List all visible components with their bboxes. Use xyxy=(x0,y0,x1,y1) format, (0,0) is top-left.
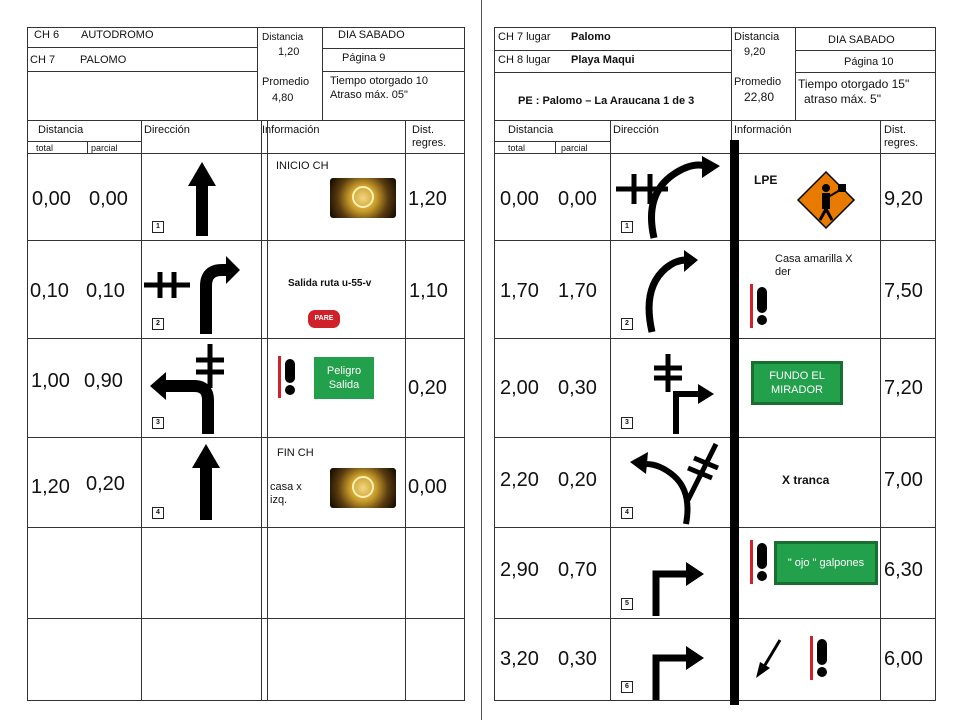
row4-info: FIN CH xyxy=(277,447,314,459)
row6-parcial: 0,30 xyxy=(558,648,597,670)
left-turn-crossroads-icon xyxy=(146,342,238,434)
distance-value: 9,20 xyxy=(744,46,766,58)
row5-total: 2,90 xyxy=(500,559,539,581)
row4-regres: 7,00 xyxy=(884,469,923,491)
row5-parcial: 0,70 xyxy=(558,559,597,581)
average-value: 22,80 xyxy=(744,90,775,104)
clock-icon xyxy=(330,178,396,218)
row1-total: 0,00 xyxy=(32,188,71,210)
col-information: Información xyxy=(262,124,320,136)
max-delay: Atraso máx. 05" xyxy=(330,89,408,101)
col-total: total xyxy=(508,143,526,153)
day-label: DIA SABADO xyxy=(338,29,405,41)
col-parcial: parcial xyxy=(561,143,588,153)
curve-right-icon xyxy=(640,248,700,334)
row6-total: 3,20 xyxy=(500,648,539,670)
row2-info: Salida ruta u-55-v xyxy=(288,278,372,289)
col-direction: Dirección xyxy=(613,124,659,136)
row4-parcial: 0,20 xyxy=(558,469,597,491)
row4-total: 1,20 xyxy=(31,476,70,498)
row3-number: 3 xyxy=(152,417,164,429)
col-total: total xyxy=(36,143,54,153)
row3-total: 2,00 xyxy=(500,377,539,399)
danger-icon xyxy=(750,540,772,584)
ch-start: CH 7 lugar xyxy=(498,31,551,43)
special-stage: PE : Palomo – La Araucana 1 de 3 xyxy=(518,95,695,107)
right-turn-icon xyxy=(648,548,714,618)
row4-number: 4 xyxy=(621,507,633,519)
time-given: Tiempo otorgado 15" xyxy=(798,77,910,91)
danger-icon xyxy=(278,356,300,398)
average-value: 4,80 xyxy=(272,92,294,104)
row3-parcial: 0,90 xyxy=(84,370,123,392)
row3-total: 1,00 xyxy=(31,370,70,392)
row3-regres: 7,20 xyxy=(884,377,923,399)
col-dist-regres: Dist. regres. xyxy=(884,124,919,149)
col-information: Información xyxy=(734,124,792,136)
col-dist-regres: Dist. regres. xyxy=(412,124,447,149)
col-distance: Distancia xyxy=(38,124,84,136)
straight-arrow-icon xyxy=(184,442,228,522)
row3-number: 3 xyxy=(621,417,633,429)
row6-number: 6 xyxy=(621,681,633,693)
row2-parcial: 1,70 xyxy=(558,280,597,302)
col-parcial: parcial xyxy=(91,143,118,153)
distance-label: Distancia xyxy=(734,31,780,43)
row4-parcial: 0,20 xyxy=(86,473,125,495)
row1-parcial: 0,00 xyxy=(558,188,597,210)
row3-info: Peligro Salida xyxy=(314,357,374,399)
row4-regres: 0,00 xyxy=(408,476,447,498)
max-delay: atraso máx. 5" xyxy=(804,92,881,106)
row4-total: 2,20 xyxy=(500,469,539,491)
ch-end-name: Playa Maqui xyxy=(571,54,635,66)
roadbook-page-right xyxy=(480,0,960,720)
right-turn-crossroads-icon xyxy=(142,250,242,334)
straight-arrow-icon xyxy=(180,160,224,238)
col-distance: Distancia xyxy=(508,124,554,136)
crossroads-right-turn-icon xyxy=(650,350,720,434)
ch-end: CH 7 xyxy=(30,54,56,66)
danger-icon xyxy=(750,284,772,328)
page-number: Página 10 xyxy=(844,56,894,68)
row2-regres: 7,50 xyxy=(884,280,923,302)
ch-start: CH 6 xyxy=(34,29,60,41)
danger-icon xyxy=(810,636,832,680)
row2-total: 1,70 xyxy=(500,280,539,302)
row5-number: 5 xyxy=(621,598,633,610)
row1-number: 1 xyxy=(152,221,164,233)
row5-info: " ojo " galpones xyxy=(774,541,878,585)
fork-left-icon xyxy=(626,440,722,526)
ch-end-name: PALOMO xyxy=(80,54,127,66)
ch-start-name: Palomo xyxy=(571,31,611,43)
row1-info: INICIO CH xyxy=(276,160,329,172)
row2-number: 2 xyxy=(621,318,633,330)
row1-info: LPE xyxy=(754,173,778,187)
crossroads-curve-right-icon xyxy=(614,154,726,240)
row1-total: 0,00 xyxy=(500,188,539,210)
stop-sign-icon: PARE xyxy=(308,310,340,328)
row3-info: FUNDO EL MIRADOR xyxy=(751,361,843,405)
row2-regres: 1,10 xyxy=(409,280,448,302)
ch-end: CH 8 lugar xyxy=(498,54,551,66)
row1-regres: 1,20 xyxy=(408,188,447,210)
row3-parcial: 0,30 xyxy=(558,377,597,399)
row6-regres: 6,00 xyxy=(884,648,923,670)
route-thick-line xyxy=(730,140,739,705)
row2-number: 2 xyxy=(152,318,164,330)
distance-value: 1,20 xyxy=(278,46,300,58)
row2-parcial: 0,10 xyxy=(86,280,125,302)
right-turn-icon xyxy=(648,632,714,702)
row4-info: X tranca xyxy=(782,473,830,487)
row5-regres: 6,30 xyxy=(884,559,923,581)
average-label: Promedio xyxy=(262,76,310,88)
page-number: Página 9 xyxy=(342,52,386,64)
day-label: DIA SABADO xyxy=(828,34,895,46)
ch-start-name: AUTODROMO xyxy=(81,29,154,41)
diagonal-arrow-icon xyxy=(754,636,784,680)
row4-info2: casa x izq. xyxy=(270,481,302,506)
col-direction: Dirección xyxy=(144,124,190,136)
clock-icon xyxy=(330,468,396,508)
row4-number: 4 xyxy=(152,507,164,519)
row1-parcial: 0,00 xyxy=(89,188,128,210)
row2-total: 0,10 xyxy=(30,280,69,302)
average-label: Promedio xyxy=(734,76,782,88)
row3-regres: 0,20 xyxy=(408,377,447,399)
flagman-sign-icon xyxy=(796,170,856,230)
distance-label: Distancia xyxy=(262,32,304,43)
row2-info: Casa amarilla X der xyxy=(775,253,853,278)
time-given: Tiempo otorgado 10 xyxy=(330,75,429,87)
row1-regres: 9,20 xyxy=(884,188,923,210)
row1-number: 1 xyxy=(621,221,633,233)
